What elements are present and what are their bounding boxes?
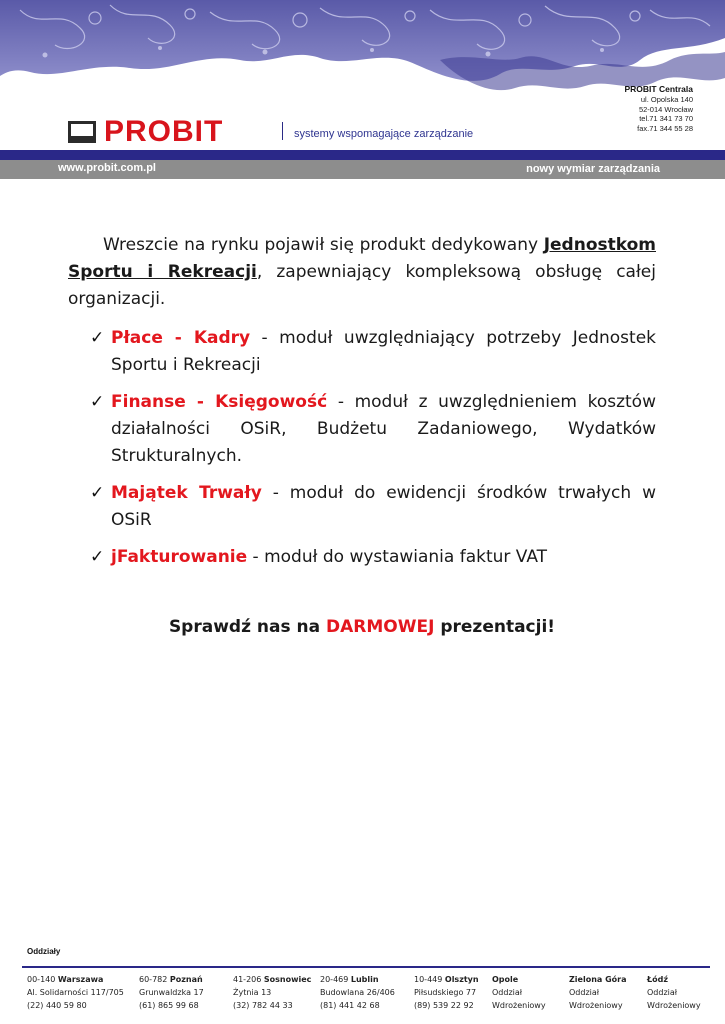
module-name: Płace - Kadry [111, 328, 251, 348]
branch-city: Warszawa [57, 975, 104, 984]
branch-city-line [233, 973, 311, 986]
branch-lublin [320, 973, 395, 1013]
branch-code: 60-782 [139, 975, 170, 984]
branch-opole [492, 973, 546, 1013]
contact-fax: fax.71 344 55 28 [637, 123, 693, 133]
branch-kind: Wdrożeniowy [647, 1001, 701, 1011]
contact-postcode: 52-014 Wrocław [638, 104, 693, 114]
branch-poznan [139, 973, 204, 1013]
module-description: - moduł do wystawiania faktur VAT [247, 547, 548, 567]
branch-type: Oddział [647, 988, 678, 998]
intro-emphasis: Jednostkom Sportu i Rekreacji [68, 235, 656, 282]
module-name: jFakturowanie [111, 547, 248, 567]
website-link[interactable]: www.probit.com.pl [58, 162, 156, 174]
branch-address: Grunwaldzka 17 [139, 988, 204, 998]
branch-type: Oddział [492, 988, 523, 998]
probit-logo [68, 115, 224, 148]
branches-divider [22, 966, 710, 968]
branch-code: 20-469 [320, 975, 351, 984]
check-icon: ✓ [90, 483, 105, 503]
branch-phone: (22) 440 59 80 [27, 1001, 87, 1011]
list-item [68, 544, 656, 571]
branches-title: Oddziały [27, 947, 61, 956]
branch-phone: (61) 865 99 68 [139, 1001, 199, 1011]
tagline: systemy wspomagające zarządzanie [294, 128, 474, 140]
logo-text: PROBIT [104, 115, 224, 148]
module-name: Majątek Trwały [111, 483, 262, 503]
cta-text-start: Sprawdź nas na [168, 617, 326, 637]
branch-address: Piłsudskiego 77 [414, 988, 477, 998]
branch-zielona-gora [569, 973, 627, 1013]
list-item [68, 480, 656, 534]
branch-city: Zielona Góra [569, 975, 627, 984]
branch-city-line [27, 973, 124, 986]
branch-lodz [647, 973, 701, 1013]
branch-city-line [139, 973, 204, 986]
branch-kind: Wdrożeniowy [492, 1001, 546, 1011]
logo-separator [282, 122, 283, 140]
branch-city-line [414, 973, 479, 986]
contact-phone: tel.71 341 73 70 [639, 114, 693, 124]
main-content [68, 232, 656, 641]
branch-address: Żytnia 13 [233, 988, 272, 998]
monitor-icon [68, 121, 96, 143]
branch-city: Łódź [647, 975, 669, 984]
contact-address: ul. Opolska 140 [640, 95, 693, 104]
module-list [68, 325, 656, 571]
module-description: - moduł uwzględniający potrzeby Jednostek Sportu i Rekreacji [111, 328, 656, 375]
branch-code: 10-449 [414, 975, 445, 984]
branch-code: 41-206 [233, 975, 264, 984]
branch-city-line [492, 973, 546, 986]
intro-paragraph [68, 232, 656, 313]
check-icon: ✓ [90, 547, 105, 567]
check-icon: ✓ [90, 392, 105, 412]
header-blue-band [0, 150, 725, 160]
slogan: nowy wymiar zarządzania [526, 163, 660, 175]
branch-olsztyn [414, 973, 479, 1013]
cta-text-end: prezentacji! [434, 617, 556, 637]
branch-code: 00-140 [27, 975, 58, 984]
header-swirl-artwork [0, 0, 725, 112]
branch-address: Al. Solidarności 117/705 [27, 988, 124, 998]
branch-phone: (89) 539 22 92 [414, 1001, 474, 1011]
branch-phone: (81) 441 42 68 [320, 1001, 380, 1011]
branch-address: Budowlana 26/406 [320, 988, 395, 998]
list-item [68, 389, 656, 470]
cta-emphasis: DARMOWEJ [326, 617, 435, 637]
branch-city: Poznań [169, 975, 203, 984]
branch-city-line [647, 973, 701, 986]
branch-city: Olsztyn [444, 975, 479, 984]
module-description: - moduł z uwzględnieniem kosztów działalności OSiR, Budżetu Zadaniowego, Wydatków Strukturalnych. [111, 392, 656, 466]
contact-block [625, 84, 694, 133]
branch-sosnowiec [233, 973, 311, 1013]
module-name: Finanse - Księgowość [111, 392, 328, 412]
check-icon: ✓ [90, 328, 105, 348]
branch-city: Opole [492, 975, 519, 984]
call-to-action [68, 614, 656, 641]
branch-type: Oddział [569, 988, 600, 998]
intro-text-start: Wreszcie na rynku pojawił się produkt dedykowany [103, 235, 544, 255]
module-description: - moduł do ewidencji środków trwałych w OSiR [111, 483, 657, 530]
branch-kind: Wdrożeniowy [569, 1001, 623, 1011]
intro-text-end: , zapewniający kompleksową obsługę całej organizacji. [68, 262, 656, 309]
contact-title: PROBIT Centrala [624, 84, 693, 94]
list-item [68, 325, 656, 379]
branch-city-line [569, 973, 627, 986]
branch-city: Lublin [350, 975, 379, 984]
branch-phone: (32) 782 44 33 [233, 1001, 293, 1011]
branch-city-line [320, 973, 395, 986]
header-grey-band [0, 160, 725, 179]
branch-city: Sosnowiec [263, 975, 312, 984]
branch-warszawa [27, 973, 124, 1013]
